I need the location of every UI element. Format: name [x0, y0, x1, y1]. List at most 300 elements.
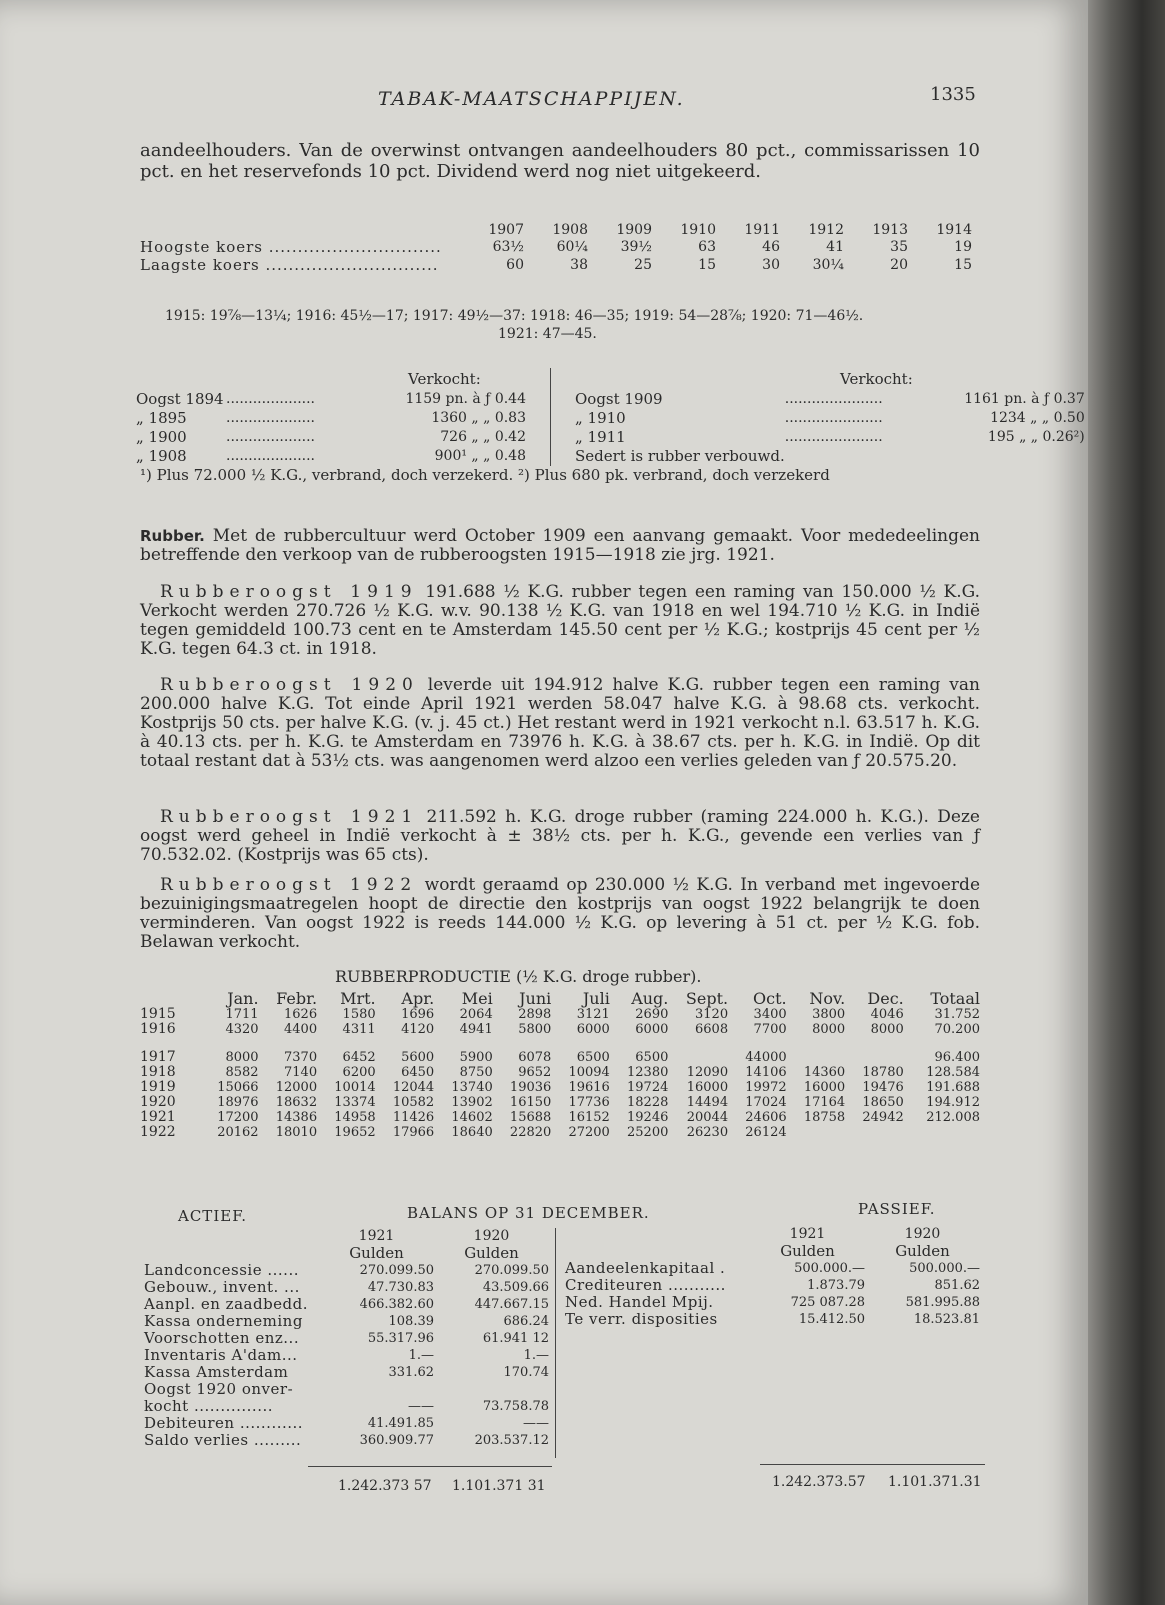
production-value: 8000	[812, 1022, 846, 1037]
production-month-header: Sept.	[685, 989, 729, 1008]
production-value: 6608	[695, 1022, 729, 1037]
verkocht-label: „ 1911	[575, 428, 626, 446]
koers-year-1914: 1914	[936, 222, 972, 238]
koers-year-1911: 1911	[744, 222, 780, 238]
production-value: 22820	[509, 1125, 552, 1140]
production-value: 6000	[635, 1022, 669, 1037]
balance-label: Voorschotten enz...	[144, 1329, 300, 1347]
production-month-header: Jan.	[227, 989, 259, 1008]
verkocht-row	[136, 409, 526, 428]
rubber-p2-text: 191.688 ½ K.G. rubber tegen een raming van 150.000 ½ K.G. Verkocht werden 270.726 ½ K.G. w.v. 90.138 ½ K.G. van 1918 en wel 194.710 ½ K.G. in Indië tegen gemiddeld 100.73 cent en te Amsterdam 145.50 cent per ½ K.G.; kostprijs 45 cent per ½ K.G. tegen 64.3 ct. in 1918.	[140, 582, 980, 659]
page-number: 1335	[930, 84, 976, 105]
production-value: 13740	[451, 1080, 493, 1095]
balance-value-1920: 203.537.12	[474, 1433, 549, 1448]
koers-note: 1915: 19⅞—13¼; 1916: 45½—17; 1917: 49½—37: 1918: 46—35; 1919: 54—28⅞; 1920: 71—46½.	[165, 308, 864, 324]
verkocht-dots: ....................	[226, 448, 316, 464]
production-year: 1922	[140, 1124, 176, 1140]
verkocht-amount: 1360 „ „ 0.83	[431, 410, 526, 426]
balance-value-1920: ——	[523, 1416, 549, 1431]
production-value: 1696	[401, 1007, 435, 1022]
production-value: 1580	[342, 1007, 376, 1022]
koers-note-2: 1921: 47—45.	[498, 326, 597, 342]
koers-year-1913: 1913	[872, 222, 908, 238]
production-value: 19036	[509, 1080, 552, 1095]
balance-row	[565, 1294, 980, 1311]
verkocht-row	[575, 409, 1085, 428]
verkocht-heading-left: Verkocht:	[408, 370, 481, 388]
production-value: 18010	[275, 1125, 318, 1140]
production-value	[787, 1125, 846, 1140]
rubber-p2-lead: Rubberoogst 1919	[160, 582, 418, 602]
balance-row	[144, 1279, 549, 1296]
balance-value-1921: 360.909.77	[359, 1433, 434, 1448]
balance-label: Te verr. disposities	[565, 1310, 718, 1328]
balance-value-1921: 41.491.85	[367, 1416, 434, 1431]
production-value: 26124	[745, 1125, 787, 1140]
verkocht-left	[136, 390, 526, 466]
production-value: 1626	[284, 1007, 318, 1022]
balance-year-row	[565, 1226, 980, 1243]
balance-unit-row	[144, 1245, 549, 1262]
verkocht-row	[575, 428, 1085, 447]
production-value: 14958	[334, 1110, 376, 1125]
production-year: 1918	[140, 1064, 176, 1080]
production-value: 16000	[686, 1080, 729, 1095]
verkocht-amount	[915, 447, 1085, 466]
balance-label: Ned. Handel Mpij.	[565, 1293, 714, 1311]
production-value: 16000	[803, 1080, 846, 1095]
production-table	[140, 990, 980, 1140]
balance-label: Aanpl. en zaadbedd.	[144, 1295, 309, 1313]
koers-value: 63½	[492, 239, 524, 255]
production-month-header: Juni	[519, 989, 552, 1008]
verkocht-amount: 1161 pn. à ƒ 0.37	[964, 391, 1085, 407]
running-header: TABAK-MAATSCHAPPIJEN.	[378, 88, 685, 110]
production-value: 8000	[225, 1050, 259, 1065]
balance-col-unit: Gulden	[895, 1242, 950, 1260]
verkocht-label: „ 1908	[136, 447, 187, 465]
verkocht-dots: ......................	[784, 391, 883, 407]
balance-value-1920: 1.—	[523, 1348, 549, 1363]
production-value: 4320	[225, 1022, 259, 1037]
production-value: 14602	[451, 1110, 493, 1125]
verkocht-label: Oogst 1909	[575, 390, 663, 408]
liab-total-1921: 1.242.373.57	[772, 1474, 866, 1490]
production-value: 6500	[576, 1050, 610, 1065]
balance-value-1920: 851.62	[934, 1278, 980, 1293]
production-value: 27200	[568, 1125, 610, 1140]
balance-corner	[565, 1226, 750, 1243]
production-value: 18758	[803, 1110, 846, 1125]
production-month-header: Dec.	[867, 989, 904, 1008]
production-value: 8000	[870, 1022, 904, 1037]
production-value: 212.008	[926, 1110, 980, 1125]
koers-value: 60	[506, 257, 524, 273]
production-value: 19724	[627, 1080, 669, 1095]
balance-row	[144, 1313, 549, 1330]
production-value: 5900	[459, 1050, 493, 1065]
koers-year-1910: 1910	[680, 222, 716, 238]
production-value	[845, 1037, 904, 1065]
production-row	[140, 1095, 980, 1110]
balance-value-1921: 15.412.50	[798, 1312, 865, 1327]
verkocht-label: Oogst 1894	[136, 390, 224, 408]
verkocht-label: Sedert is rubber verbouwd.	[575, 447, 785, 465]
production-value: 15688	[509, 1110, 552, 1125]
production-value: 13374	[334, 1095, 376, 1110]
production-value: 10582	[392, 1095, 435, 1110]
verkocht-right	[575, 390, 1085, 466]
production-value: 18632	[275, 1095, 318, 1110]
balance-value-1920: 73.758.78	[482, 1399, 549, 1414]
production-value: 6200	[342, 1065, 376, 1080]
production-value: 6500	[635, 1050, 669, 1065]
verkocht-amount: 1159 pn. à ƒ 0.44	[405, 391, 526, 407]
balance-value-1921: 1.—	[408, 1348, 434, 1363]
rubber-p3-lead: Rubberoogst 1920	[160, 675, 419, 695]
production-value: 17736	[568, 1095, 610, 1110]
assets-total-1920: 1.101.371 31	[452, 1478, 546, 1494]
production-value: 26230	[686, 1125, 729, 1140]
verkocht-footnote: ¹) Plus 72.000 ½ K.G., verbrand, doch verzekerd. ²) Plus 680 pk. verbrand, doch verzekerd	[140, 466, 830, 484]
production-value: 18976	[217, 1095, 259, 1110]
production-value: 19246	[627, 1110, 669, 1125]
production-month-header: Oct.	[753, 989, 787, 1008]
rubber-p3-text: leverde uit 194.912 halve K.G. rubber tegen een raming van 200.000 halve K.G. Tot einde April 1921 werden 58.047 halve K.G. à 98.68 cts. verkocht. Kostprijs 50 cts. per halve K.G. (v. j. 45 ct.) Het restant werd in 1921 verkocht n.l. 63.517 h. K.G. à 40.13 cts. per h. K.G. te Amsterdam en 73976 h. K.G. à 38.67 cts. per h. K.G. in Indië. Op dit totaal restant dat à 53½ cts. was aangenomen werd alzoo een verlies geleden van ƒ 20.575.20.	[140, 675, 980, 771]
balance-label: Gebouw., invent. ...	[144, 1278, 300, 1296]
production-value: 9652	[518, 1065, 552, 1080]
column-divider	[550, 368, 551, 466]
koers-value: 38	[570, 257, 588, 273]
production-value: 1711	[225, 1007, 259, 1022]
balance-label: kocht ...............	[144, 1397, 273, 1415]
production-value: 14494	[686, 1095, 729, 1110]
liab-total-1920: 1.101.371.31	[888, 1474, 982, 1490]
production-value: 7140	[284, 1065, 318, 1080]
balance-value-1921: 466.382.60	[359, 1297, 434, 1312]
production-value: 19616	[568, 1080, 610, 1095]
production-value: 2690	[635, 1007, 669, 1022]
koers-year-1912: 1912	[808, 222, 844, 238]
production-value: 6452	[342, 1050, 376, 1065]
assets-total-rule	[308, 1466, 552, 1467]
production-value: 3120	[695, 1007, 729, 1022]
balance-row	[144, 1262, 549, 1279]
production-corner	[140, 990, 200, 1007]
production-value: 18650	[862, 1095, 904, 1110]
koers-row	[140, 238, 972, 256]
koers-value: 30	[762, 257, 780, 273]
balance-row	[144, 1330, 549, 1347]
balance-passief: PASSIEF.	[858, 1200, 936, 1218]
production-value: 4046	[870, 1007, 904, 1022]
production-value: 18228	[627, 1095, 669, 1110]
verkocht-dots: ....................	[226, 410, 316, 426]
production-row	[140, 1037, 980, 1065]
balance-label: Debiteuren ............	[144, 1414, 304, 1432]
verkocht-label: „ 1910	[575, 409, 626, 427]
production-title: RUBBERPRODUCTIE (½ K.G. droge rubber).	[335, 967, 702, 986]
balance-value-1920: 61.941 12	[482, 1331, 549, 1346]
balance-row	[144, 1381, 549, 1398]
verkocht-dots: ....................	[226, 429, 316, 445]
koers-value: 19	[954, 239, 972, 255]
production-value	[904, 1125, 980, 1140]
koers-value: 60¼	[556, 239, 588, 255]
balance-value-1920: 500.000.—	[909, 1261, 980, 1276]
production-value: 12090	[686, 1065, 729, 1080]
production-value: 17164	[803, 1095, 846, 1110]
production-value: 16150	[509, 1095, 552, 1110]
assets-total-1921: 1.242.373 57	[338, 1478, 432, 1494]
production-value: 4120	[401, 1022, 435, 1037]
verkocht-label: „ 1900	[136, 428, 187, 446]
balance-value-1921: 725 087.28	[790, 1295, 865, 1310]
koers-value: 15	[954, 257, 972, 273]
balance-value-1920: 270.099.50	[474, 1263, 549, 1278]
koers-corner	[140, 222, 460, 238]
rubber-paragraph-4	[140, 808, 980, 865]
production-value: 31.752	[934, 1007, 980, 1022]
verkocht-dots: ....................	[226, 391, 316, 407]
production-value: 15066	[217, 1080, 259, 1095]
rubber-p4-lead: Rubberoogst 1921	[160, 807, 419, 827]
production-value	[668, 1037, 728, 1065]
production-value: 8750	[459, 1065, 493, 1080]
balance-label: Crediteuren ...........	[565, 1276, 726, 1294]
balance-row	[144, 1415, 549, 1432]
koers-year-1908: 1908	[552, 222, 588, 238]
koers-value: 30¼	[812, 257, 844, 273]
verkocht-dots: ......................	[784, 429, 883, 445]
production-month-header: Mrt.	[340, 989, 376, 1008]
balance-col-year-1920: 1920	[473, 1228, 510, 1244]
production-year: 1917	[140, 1049, 176, 1065]
production-value: 10094	[568, 1065, 610, 1080]
production-value: 19476	[862, 1080, 904, 1095]
production-row	[140, 1125, 980, 1140]
production-value: 7700	[753, 1022, 787, 1037]
intro-paragraph: aandeelhouders. Van de overwinst ontvangen aandeelhouders 80 pct., commissarissen 10 pct. en het reservefonds 10 pct. Dividend werd nog niet uitgekeerd.	[140, 140, 980, 182]
production-value: 2898	[518, 1007, 552, 1022]
koers-value: 15	[698, 257, 716, 273]
production-value: 6000	[576, 1022, 610, 1037]
balance-actief: ACTIEF.	[178, 1207, 248, 1225]
production-month-header: Juli	[582, 989, 610, 1008]
production-value: 44000	[745, 1050, 787, 1065]
verkocht-amount: 900¹ „ „ 0.48	[434, 448, 526, 464]
balance-value-1921: 1.873.79	[807, 1278, 865, 1293]
production-row	[140, 1065, 980, 1080]
balance-value-1921: 331.62	[388, 1365, 434, 1380]
production-value: 18780	[862, 1065, 904, 1080]
balance-corner	[565, 1243, 750, 1260]
balance-label: Aandeelenkapitaal .	[565, 1259, 726, 1277]
balance-row	[144, 1296, 549, 1313]
koers-value: 35	[890, 239, 908, 255]
production-month-header: Febr.	[276, 989, 318, 1008]
production-value: 19972	[745, 1080, 787, 1095]
production-month-header: Aug.	[631, 989, 669, 1008]
production-value: 13902	[451, 1095, 493, 1110]
production-month-header: Apr.	[401, 989, 435, 1008]
verkocht-label: „ 1895	[136, 409, 187, 427]
production-value: 194.912	[926, 1095, 980, 1110]
production-value: 17024	[745, 1095, 787, 1110]
production-value: 3800	[812, 1007, 846, 1022]
production-value: 17200	[217, 1110, 259, 1125]
balance-value-1920: 447.667.15	[474, 1297, 549, 1312]
verkocht-dots: ......................	[784, 410, 883, 426]
production-value: 16152	[568, 1110, 610, 1125]
rubber-p4-text: 211.592 h. K.G. droge rubber (raming 224.000 h. K.G.). Deze oogst werd geheel in Indië verkocht à ± 38½ cts. per h. K.G., gevende een verlies van ƒ 70.532.02. (Kostprijs was 65 cts).	[140, 807, 980, 865]
production-year: 1915	[140, 1006, 176, 1022]
balance-col-unit: Gulden	[464, 1244, 519, 1262]
balance-liabilities	[565, 1226, 980, 1328]
production-value: 12380	[627, 1065, 669, 1080]
production-value: 3400	[753, 1007, 787, 1022]
production-value: 17966	[392, 1125, 435, 1140]
verkocht-amount: 726 „ „ 0.42	[440, 429, 526, 445]
production-value: 14360	[803, 1065, 846, 1080]
koers-year-1907: 1907	[488, 222, 524, 238]
koers-value: 41	[826, 239, 844, 255]
production-year: 1920	[140, 1094, 176, 1110]
balance-col-unit: Gulden	[780, 1242, 835, 1260]
production-year: 1919	[140, 1079, 176, 1095]
balance-row	[565, 1311, 980, 1328]
verkocht-amount: 195 „ „ 0.26²)	[987, 429, 1085, 445]
balance-row	[565, 1260, 980, 1277]
rubber-paragraph-5	[140, 876, 980, 952]
production-row	[140, 1110, 980, 1125]
balance-label: Inventaris A'dam...	[144, 1346, 298, 1364]
koers-row-label: Hoogste koers ..............................	[140, 238, 442, 256]
production-value: 6078	[518, 1050, 552, 1065]
liab-total-rule	[760, 1464, 985, 1465]
production-row	[140, 1007, 980, 1022]
verkocht-amount: 1234 „ „ 0.50	[990, 410, 1085, 426]
verkocht-row	[575, 390, 1085, 409]
production-value: 4941	[459, 1022, 493, 1037]
production-value: 25200	[627, 1125, 669, 1140]
balance-value-1921: 55.317.96	[367, 1331, 434, 1346]
balance-value-1921: 500.000.—	[794, 1261, 865, 1276]
production-value: 8582	[225, 1065, 259, 1080]
balance-label: Oogst 1920 onver-	[144, 1380, 294, 1398]
verkocht-heading-right: Verkocht:	[840, 370, 913, 388]
balance-row	[565, 1277, 980, 1294]
rubber-paragraph-2	[140, 583, 980, 659]
production-value: 24942	[862, 1110, 904, 1125]
balance-corner	[144, 1228, 319, 1245]
balance-divider	[555, 1228, 556, 1458]
balance-year-row	[144, 1228, 549, 1245]
balance-unit-row	[565, 1243, 980, 1260]
production-month-header: Totaal	[930, 989, 980, 1008]
koers-year-1909: 1909	[616, 222, 652, 238]
balance-label: Kassa Amsterdam	[144, 1363, 289, 1381]
production-value: 18640	[451, 1125, 493, 1140]
production-value: 96.400	[934, 1050, 980, 1065]
balance-value-1920: 686.24	[503, 1314, 549, 1329]
production-value: 2064	[459, 1007, 493, 1022]
book-spine	[1088, 0, 1165, 1605]
balance-value-1920	[434, 1381, 549, 1398]
production-value: 7370	[284, 1050, 318, 1065]
rubber-p5-text: wordt geraamd op 230.000 ½ K.G. In verband met ingevoerde bezuinigingsmaatregelen hoopt de directie den kostprijs van oogst 1922 belangrijk te doen verminderen. Van oogst 1922 is reeds 144.000 ½ K.G. op levering à 51 ct. per ½ K.G. fob. Belawan verkocht.	[140, 875, 981, 952]
production-value: 6450	[401, 1065, 435, 1080]
production-month-header: Nov.	[809, 989, 846, 1008]
balance-value-1921: 108.39	[388, 1314, 434, 1329]
verkocht-dots	[785, 447, 915, 466]
koers-value: 20	[890, 257, 908, 273]
balance-row	[144, 1398, 549, 1415]
balance-col-year-1920: 1920	[904, 1226, 941, 1242]
production-value: 20162	[217, 1125, 259, 1140]
production-value: 20044	[686, 1110, 729, 1125]
rubber-paragraph-3	[140, 676, 980, 771]
balance-col-year-1921: 1921	[789, 1226, 826, 1242]
balance-value-1921: 47.730.83	[367, 1280, 434, 1295]
production-value: 12044	[392, 1080, 435, 1095]
balance-value-1921	[319, 1381, 434, 1398]
koers-value: 39½	[620, 239, 652, 255]
production-value: 14106	[745, 1065, 787, 1080]
balance-value-1920: 43.509.66	[482, 1280, 549, 1295]
koers-header-row	[140, 222, 972, 238]
production-value: 12000	[275, 1080, 318, 1095]
production-value: 4311	[342, 1022, 376, 1037]
balance-title: BALANS OP 31 DECEMBER.	[407, 1204, 650, 1222]
rubber-p1-text: Met de rubbercultuur werd October 1909 een aanvang gemaakt. Voor mededeelingen betreffende den verkoop van de rubberoogsten 1915—1918 zie jrg. 1921.	[140, 526, 980, 565]
balance-col-year-1921: 1921	[358, 1228, 395, 1244]
production-value: 70.200	[934, 1022, 980, 1037]
production-value: 24606	[745, 1110, 787, 1125]
koers-table	[140, 222, 972, 274]
verkocht-row	[136, 390, 526, 409]
rubber-title: Rubber.	[140, 527, 205, 545]
koers-value: 25	[634, 257, 652, 273]
balance-col-unit: Gulden	[349, 1244, 404, 1262]
production-value	[787, 1037, 846, 1065]
rubber-p5-lead: Rubberoogst 1922	[160, 875, 418, 895]
production-value: 5800	[518, 1022, 552, 1037]
production-year: 1921	[140, 1109, 176, 1125]
koers-value: 63	[698, 239, 716, 255]
production-value: 128.584	[926, 1065, 980, 1080]
production-header-row	[140, 990, 980, 1007]
production-value: 14386	[275, 1110, 318, 1125]
verkocht-row	[575, 447, 1085, 466]
production-row	[140, 1022, 980, 1037]
balance-label: Saldo verlies .........	[144, 1431, 302, 1449]
production-value: 11426	[392, 1110, 435, 1125]
koers-value: 46	[762, 239, 780, 255]
balance-value-1920: 170.74	[503, 1365, 549, 1380]
production-value: 191.688	[926, 1080, 980, 1095]
production-value: 4400	[284, 1022, 318, 1037]
production-row	[140, 1080, 980, 1095]
koers-row-label: Laagste koers ..............................	[140, 256, 439, 274]
production-value: 5600	[401, 1050, 435, 1065]
balance-value-1920: 18.523.81	[913, 1312, 980, 1327]
balance-label: Landconcessie ......	[144, 1261, 299, 1279]
balance-label: Kassa onderneming	[144, 1312, 303, 1330]
production-value: 10014	[334, 1080, 376, 1095]
balance-value-1921: 270.099.50	[359, 1263, 434, 1278]
balance-value-1920: 581.995.88	[905, 1295, 980, 1310]
